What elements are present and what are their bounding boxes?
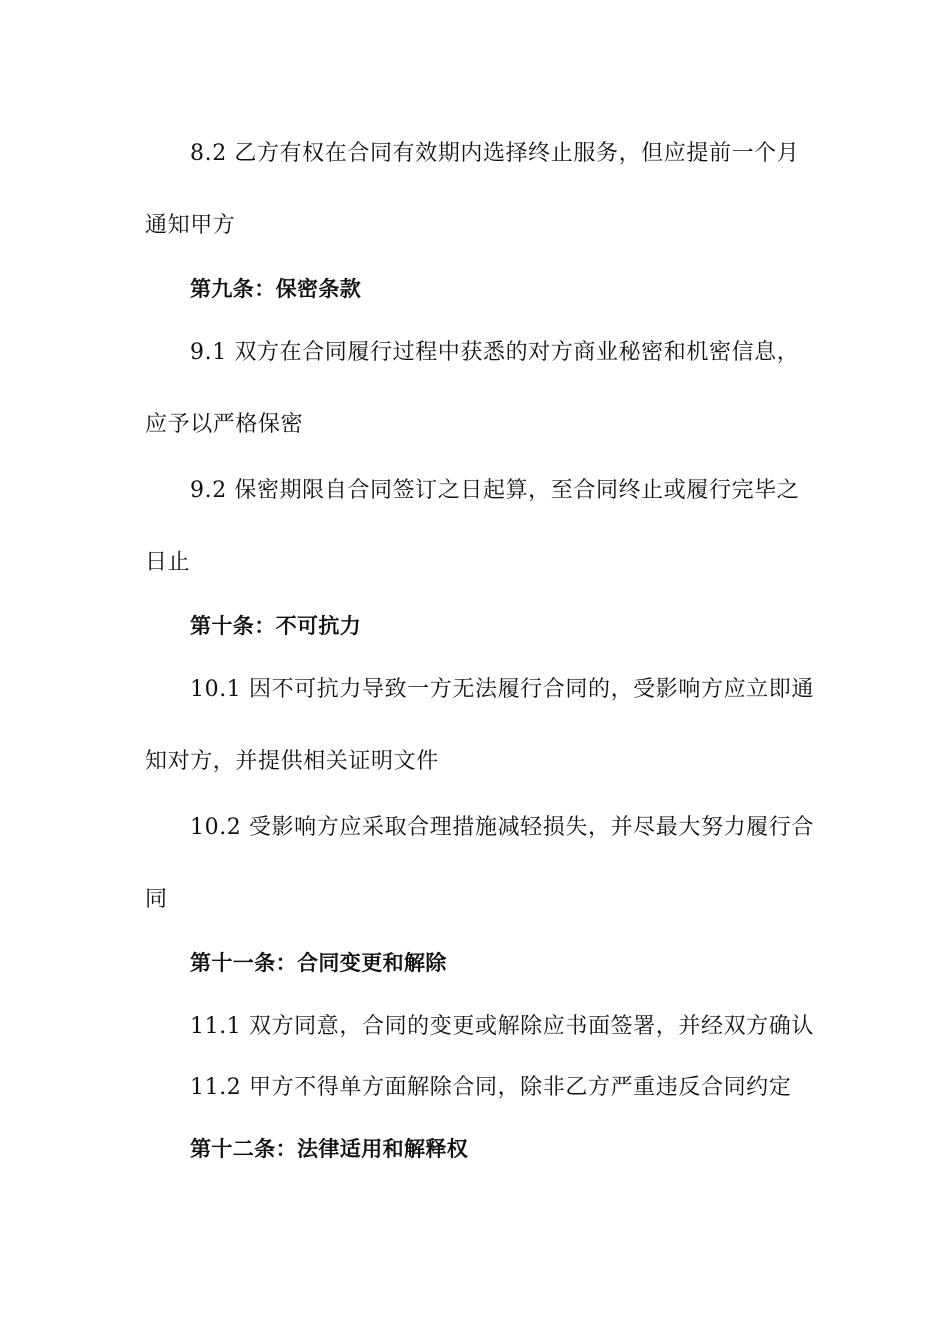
clause-10-2-line-1: 10.2 受影响方应采取合理措施减轻损失，并尽最大努力履行合 <box>190 815 814 840</box>
clause-8-2-line-1: 8.2 乙方有权在合同有效期内选择终止服务，但应提前一个月 <box>190 141 800 166</box>
article-11-heading: 第十一条：合同变更和解除 <box>190 951 447 975</box>
clause-10-2-line-2: 同 <box>145 887 168 912</box>
clause-9-2-line-2: 日止 <box>145 550 191 575</box>
article-10-heading: 第十条：不可抗力 <box>190 614 362 638</box>
clause-11-1-line: 11.1 双方同意，合同的变更或解除应书面签署，并经双方确认 <box>190 1014 814 1039</box>
article-12-heading: 第十二条：法律适用和解释权 <box>190 1137 469 1161</box>
article-9-heading: 第九条：保密条款 <box>190 277 362 301</box>
clause-8-2-line-2: 通知甲方 <box>145 213 236 238</box>
clause-9-2-line-1: 9.2 保密期限自合同签订之日起算，至合同终止或履行完毕之 <box>190 478 800 503</box>
clause-11-2-line: 11.2 甲方不得单方面解除合同，除非乙方严重违反合同约定 <box>190 1075 792 1100</box>
clause-10-1-line-1: 10.1 因不可抗力导致一方无法履行合同的，受影响方应立即通 <box>190 677 814 702</box>
clause-9-1-line-2: 应予以严格保密 <box>145 412 304 437</box>
clause-9-1-line-1: 9.1 双方在合同履行过程中获悉的对方商业秘密和机密信息， <box>190 340 800 365</box>
clause-10-1-line-2: 知对方，并提供相关证明文件 <box>145 749 439 774</box>
